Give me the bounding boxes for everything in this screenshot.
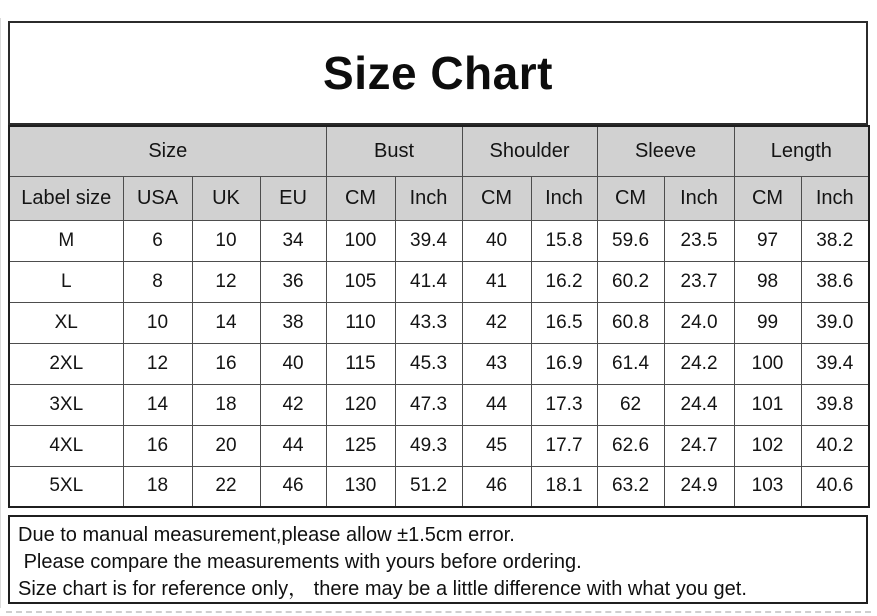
cell-shoulder-inch: 18.1 [531, 466, 597, 507]
cell-bust-cm: 105 [326, 261, 395, 302]
cell-shoulder-inch: 17.7 [531, 425, 597, 466]
cell-length-cm: 97 [734, 220, 801, 261]
cell-usa: 10 [123, 302, 192, 343]
cell-sleeve-cm: 60.8 [597, 302, 664, 343]
cell-eu: 46 [260, 466, 326, 507]
cell-usa: 18 [123, 466, 192, 507]
table-row-2xl [9, 343, 869, 384]
cell-shoulder-cm: 43 [462, 343, 531, 384]
cell-sleeve-cm: 62 [597, 384, 664, 425]
cell-length-inch: 38.6 [801, 261, 869, 302]
cell-length-inch: 40.6 [801, 466, 869, 507]
cell-bust-inch: 43.3 [395, 302, 462, 343]
column-header-eu: EU [260, 176, 326, 220]
cell-usa: 16 [123, 425, 192, 466]
cell-length-cm: 101 [734, 384, 801, 425]
cell-shoulder-inch: 16.5 [531, 302, 597, 343]
cell-eu: 38 [260, 302, 326, 343]
cell-shoulder-cm: 40 [462, 220, 531, 261]
cell-length-cm: 103 [734, 466, 801, 507]
cell-sleeve-inch: 23.7 [664, 261, 734, 302]
table-group-header-row [9, 126, 869, 176]
cell-bust-cm: 120 [326, 384, 395, 425]
cell-uk: 20 [192, 425, 260, 466]
cell-shoulder-cm: 42 [462, 302, 531, 343]
page-title: Size Chart [323, 47, 553, 99]
cell-sleeve-cm: 59.6 [597, 220, 664, 261]
table-row-m [9, 220, 869, 261]
table-row-xl [9, 302, 869, 343]
column-header-sleeve-cm: CM [597, 176, 664, 220]
cell-bust-cm: 130 [326, 466, 395, 507]
cell-label-size: 5XL [9, 466, 123, 507]
cell-bust-inch: 47.3 [395, 384, 462, 425]
cell-uk: 18 [192, 384, 260, 425]
cell-eu: 42 [260, 384, 326, 425]
notes-box [8, 515, 868, 604]
cell-shoulder-cm: 41 [462, 261, 531, 302]
table-row-l [9, 261, 869, 302]
cell-shoulder-inch: 15.8 [531, 220, 597, 261]
column-header-bust-cm: CM [326, 176, 395, 220]
cell-shoulder-cm: 45 [462, 425, 531, 466]
table-row-3xl [9, 384, 869, 425]
grid-remnant-bottom-dashes [6, 611, 871, 613]
cell-length-inch: 38.2 [801, 220, 869, 261]
cell-bust-inch: 49.3 [395, 425, 462, 466]
cell-usa: 6 [123, 220, 192, 261]
column-header-label-size: Label size [9, 176, 123, 220]
cell-uk: 14 [192, 302, 260, 343]
cell-sleeve-inch: 23.5 [664, 220, 734, 261]
cell-bust-inch: 41.4 [395, 261, 462, 302]
cell-length-inch: 39.4 [801, 343, 869, 384]
column-header-shoulder-cm: CM [462, 176, 531, 220]
grid-remnant-left-line [0, 18, 1, 608]
cell-eu: 44 [260, 425, 326, 466]
cell-bust-cm: 125 [326, 425, 395, 466]
cell-label-size: 4XL [9, 425, 123, 466]
cell-label-size: XL [9, 302, 123, 343]
cell-usa: 14 [123, 384, 192, 425]
cell-usa: 12 [123, 343, 192, 384]
column-header-length-cm: CM [734, 176, 801, 220]
cell-bust-cm: 110 [326, 302, 395, 343]
group-header-shoulder: Shoulder [462, 126, 597, 176]
cell-sleeve-inch: 24.7 [664, 425, 734, 466]
cell-length-inch: 39.0 [801, 302, 869, 343]
cell-shoulder-cm: 44 [462, 384, 531, 425]
cell-length-inch: 39.8 [801, 384, 869, 425]
cell-length-inch: 40.2 [801, 425, 869, 466]
group-header-sleeve: Sleeve [597, 126, 734, 176]
note-compare-before-order: Please compare the measurements with yours before ordering. [18, 551, 582, 573]
cell-length-cm: 102 [734, 425, 801, 466]
table-row-5xl [9, 466, 869, 507]
cell-shoulder-inch: 17.3 [531, 384, 597, 425]
cell-sleeve-inch: 24.0 [664, 302, 734, 343]
note-measurement-error: Due to manual measurement,please allow ±1.5cm error. [18, 524, 515, 546]
cell-sleeve-inch: 24.9 [664, 466, 734, 507]
cell-eu: 36 [260, 261, 326, 302]
cell-sleeve-cm: 63.2 [597, 466, 664, 507]
column-header-length-inch: Inch [801, 176, 869, 220]
column-header-sleeve-inch: Inch [664, 176, 734, 220]
cell-sleeve-cm: 62.6 [597, 425, 664, 466]
cell-bust-inch: 39.4 [395, 220, 462, 261]
cell-shoulder-inch: 16.2 [531, 261, 597, 302]
cell-bust-inch: 51.2 [395, 466, 462, 507]
cell-bust-cm: 115 [326, 343, 395, 384]
cell-label-size: 2XL [9, 343, 123, 384]
note-reference-only: Size chart is for reference only， there may be a little difference with what you get. [18, 578, 747, 600]
cell-length-cm: 98 [734, 261, 801, 302]
size-chart-table [8, 125, 870, 508]
column-header-uk: UK [192, 176, 260, 220]
cell-eu: 40 [260, 343, 326, 384]
cell-uk: 22 [192, 466, 260, 507]
cell-label-size: L [9, 261, 123, 302]
group-header-length: Length [734, 126, 869, 176]
cell-sleeve-inch: 24.4 [664, 384, 734, 425]
cell-eu: 34 [260, 220, 326, 261]
cell-bust-cm: 100 [326, 220, 395, 261]
cell-shoulder-cm: 46 [462, 466, 531, 507]
cell-bust-inch: 45.3 [395, 343, 462, 384]
group-header-size: Size [9, 126, 326, 176]
cell-uk: 16 [192, 343, 260, 384]
cell-shoulder-inch: 16.9 [531, 343, 597, 384]
group-header-bust: Bust [326, 126, 462, 176]
cell-label-size: 3XL [9, 384, 123, 425]
cell-usa: 8 [123, 261, 192, 302]
cell-length-cm: 100 [734, 343, 801, 384]
cell-length-cm: 99 [734, 302, 801, 343]
column-header-bust-inch: Inch [395, 176, 462, 220]
table-row-4xl [9, 425, 869, 466]
cell-sleeve-inch: 24.2 [664, 343, 734, 384]
cell-sleeve-cm: 60.2 [597, 261, 664, 302]
cell-uk: 10 [192, 220, 260, 261]
cell-uk: 12 [192, 261, 260, 302]
column-header-usa: USA [123, 176, 192, 220]
cell-sleeve-cm: 61.4 [597, 343, 664, 384]
column-header-shoulder-inch: Inch [531, 176, 597, 220]
title-box [8, 21, 868, 125]
cell-label-size: M [9, 220, 123, 261]
table-column-header-row [9, 176, 869, 220]
